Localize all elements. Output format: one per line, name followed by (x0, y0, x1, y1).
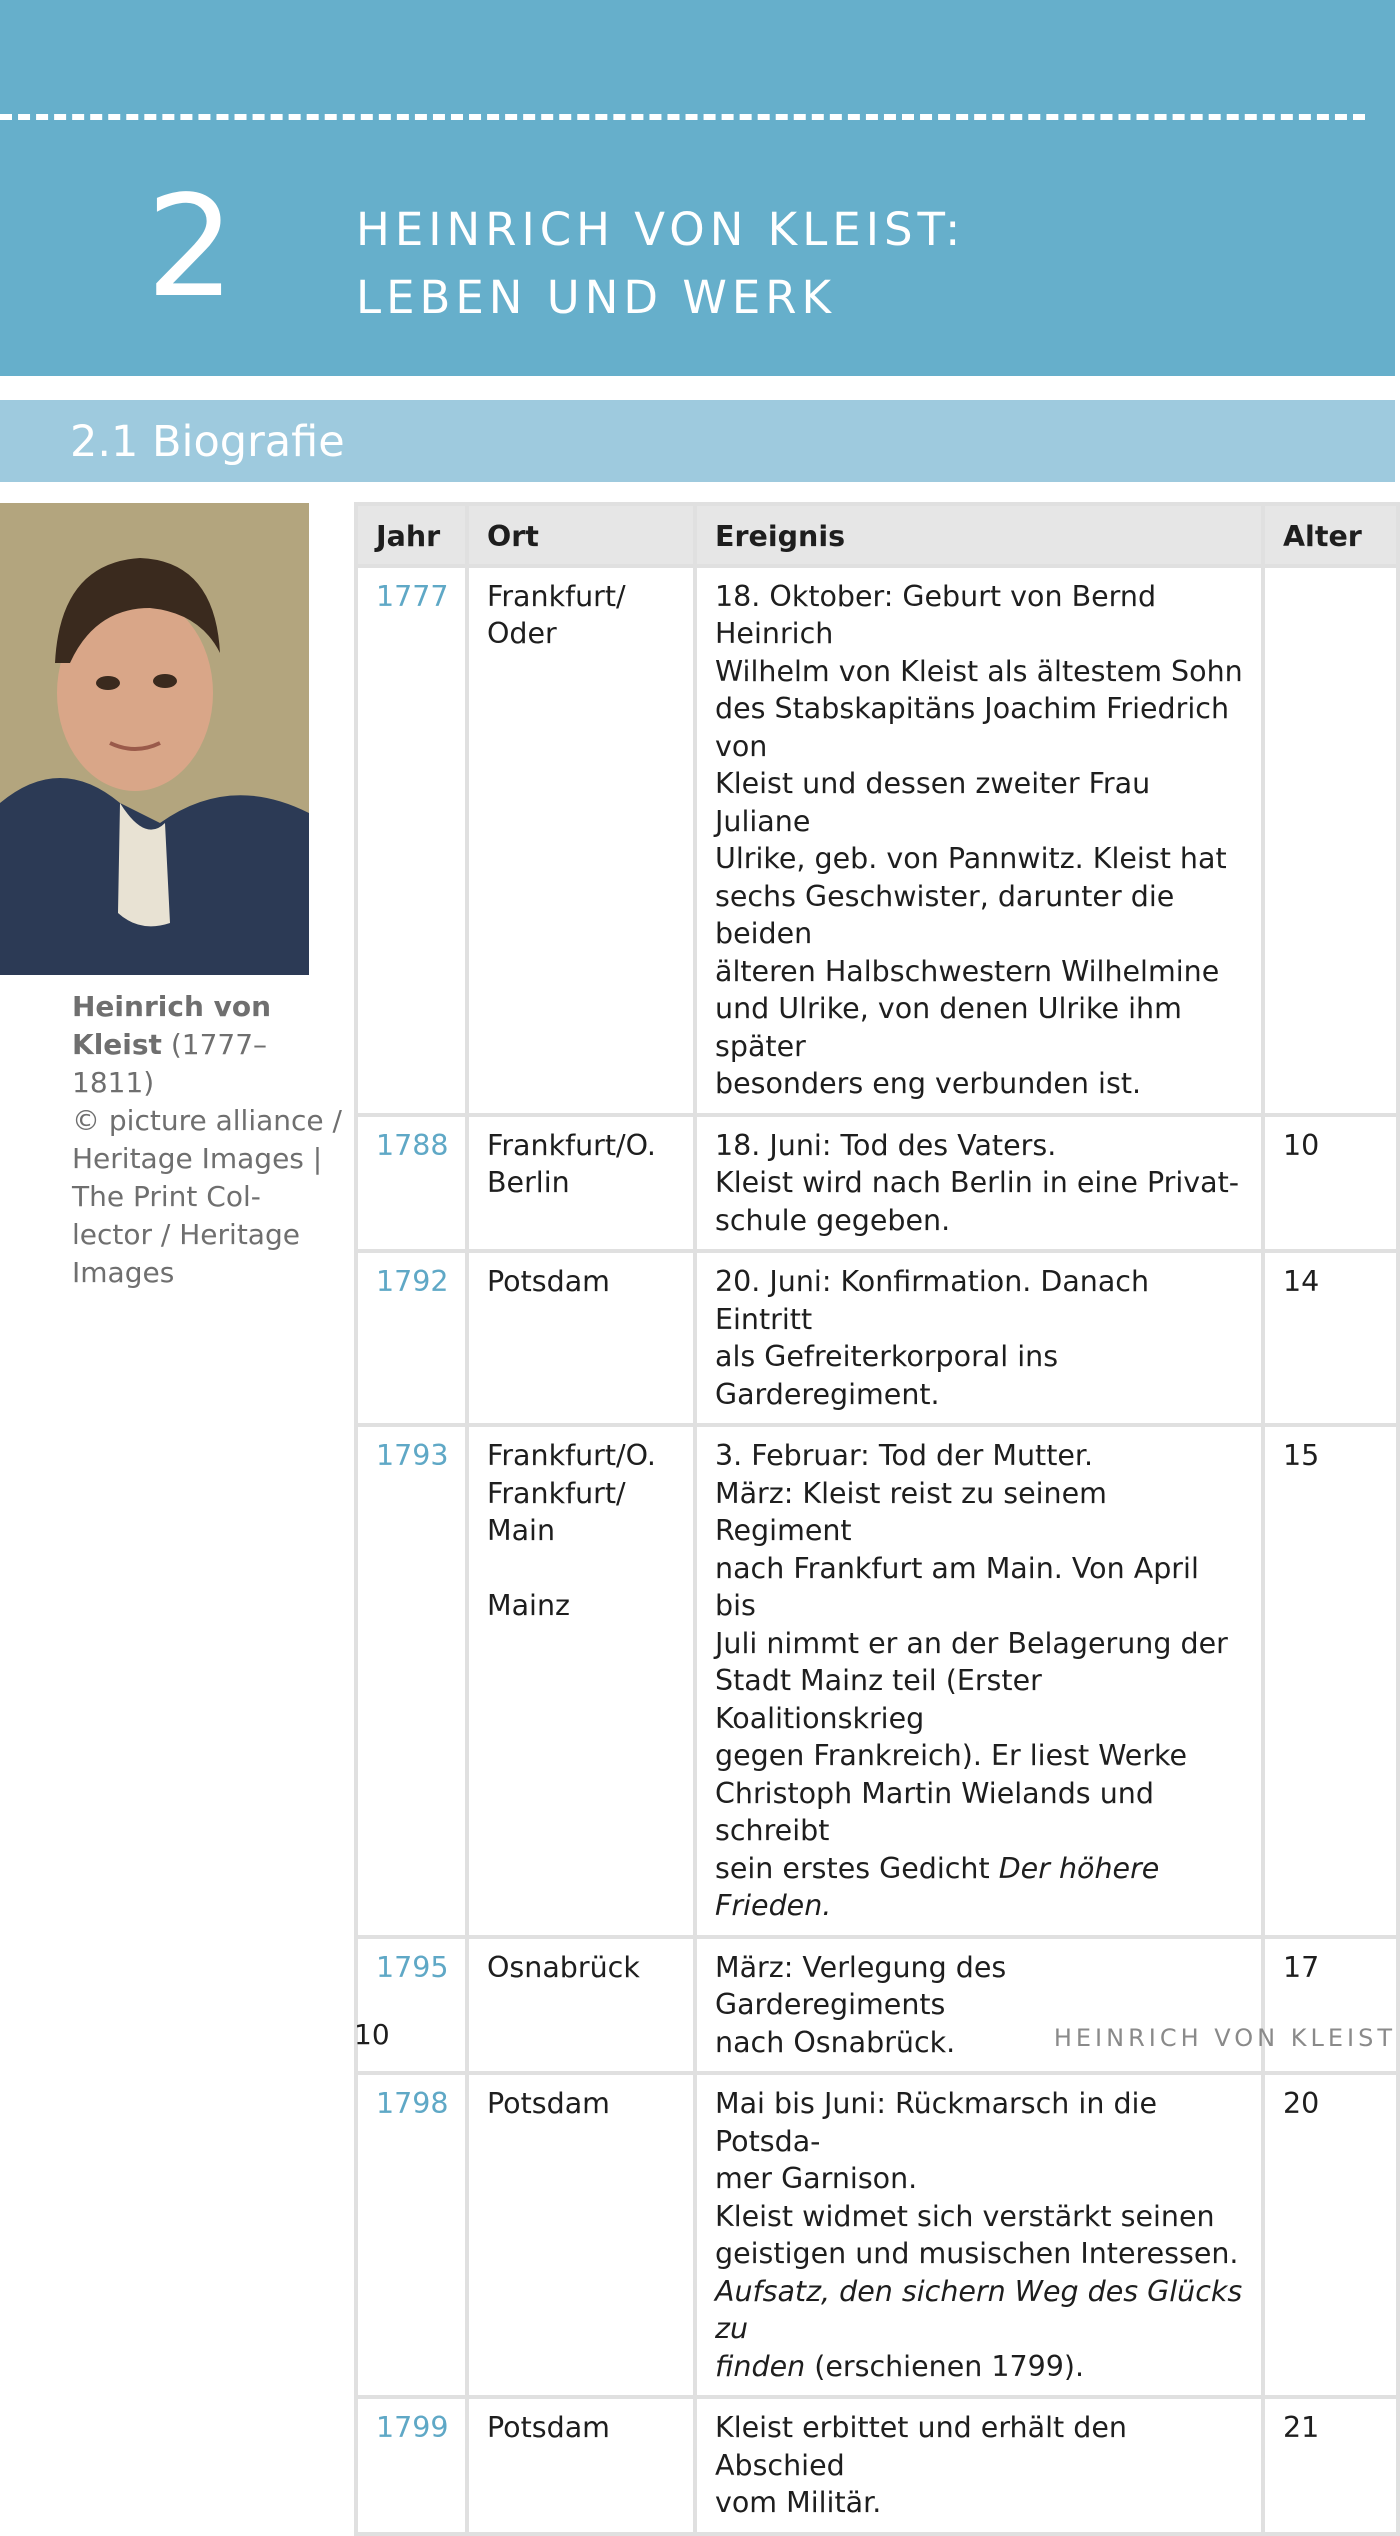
place-cell (467, 2397, 695, 2534)
place-line: Osnabrück (487, 1950, 640, 1984)
portrait-image (0, 503, 309, 975)
event-line: geistigen und musischen Interessen. (715, 2237, 1239, 2270)
table-row (356, 2397, 1398, 2534)
place-line: Potsdam (487, 1265, 610, 1298)
event-line: nach Frankfurt am Main. Von April bis (715, 1551, 1199, 1622)
place-line: Frankfurt/ (487, 579, 626, 613)
event-line: gegen Frankreich). Er liest Werke (715, 1739, 1187, 1772)
year-cell: 1788 (356, 1115, 467, 1252)
caption-credit-4: lector / Heritage (72, 1218, 300, 1251)
event-line: 18. Juni: Tod des Vaters. (715, 1128, 1057, 1162)
event-line: des Stabskapitäns Joachim Friedrich von (715, 692, 1230, 763)
place-cell (467, 2073, 695, 2397)
chapter-title-line1: HEINRICH VON KLEIST: (356, 203, 966, 256)
year-cell: 1799 (356, 2397, 467, 2534)
biography-table (354, 502, 1400, 2536)
chapter-title-line2: LEBEN UND WERK (356, 271, 837, 324)
year-cell: 1777 (356, 566, 467, 1115)
event-text: sein erstes Gedicht (715, 1851, 999, 1885)
place-line: Oder (487, 617, 557, 650)
event-line: März: Verlegung des Garderegiments (715, 1950, 1007, 2021)
table-row (356, 1937, 1398, 2074)
image-caption (72, 988, 342, 1292)
chapter-title (356, 196, 965, 332)
event-line: besonders eng verbunden ist. (715, 1067, 1142, 1100)
place-line: Potsdam (487, 2411, 610, 2444)
place-line: Berlin (487, 1166, 570, 1199)
caption-name: Heinrich von Kleist (72, 990, 272, 1061)
caption-credit-2: Heritage Images | (72, 1142, 323, 1175)
event-cell (695, 2397, 1263, 2534)
event-line: sechs Geschwister, darunter die beiden (715, 879, 1175, 950)
event-line: Kleist widmet sich verstärkt seinen (715, 2199, 1215, 2233)
event-line (715, 1850, 1243, 1925)
age-cell: 20 (1263, 2073, 1398, 2397)
page-number: 10 (354, 2018, 390, 2051)
event-cell (695, 1937, 1263, 2074)
caption-credit-5: Images (72, 1256, 175, 1289)
age-cell: 17 (1263, 1937, 1398, 2074)
chapter-number: 2 (146, 166, 236, 329)
age-cell: 21 (1263, 2397, 1398, 2534)
event-line: und Ulrike, von denen Ulrike ihm später (715, 992, 1182, 1063)
caption-years: (1777–1811) (72, 1028, 268, 1099)
place-line: Frankfurt/O. (487, 1128, 656, 1162)
event-line: als Gefreiterkorporal ins Garderegiment. (715, 1340, 1059, 1411)
place-cell (467, 1251, 695, 1425)
event-line: älteren Halbschwestern Wilhelmine (715, 954, 1220, 988)
section-title: 2.1 Biografie (70, 417, 345, 467)
year-cell: 1798 (356, 2073, 467, 2397)
dashed-divider (0, 114, 1365, 120)
event-cell (695, 2073, 1263, 2397)
event-line: nach Osnabrück. (715, 2025, 956, 2059)
chapter-header (0, 0, 1395, 376)
event-line: Juli nimmt er an der Belagerung der (715, 1626, 1228, 1660)
place-line: Mainz (487, 1589, 570, 1622)
table-row (356, 2073, 1398, 2397)
year-cell: 1792 (356, 1251, 467, 1425)
event-line: Kleist wird nach Berlin in eine Privat- (715, 1166, 1240, 1199)
place-line: Frankfurt/O. (487, 1439, 656, 1472)
age-cell (1263, 566, 1398, 1115)
table-row (356, 566, 1398, 1115)
event-line: 18. Oktober: Geburt von Bernd Heinrich (715, 579, 1157, 650)
event-line: Kleist und dessen zweiter Frau Juliane (715, 767, 1151, 838)
event-line: 3. Februar: Tod der Mutter. (715, 1439, 1094, 1472)
event-cell (695, 1251, 1263, 1425)
event-line: Christoph Martin Wielands und schreibt (715, 1776, 1154, 1847)
table-row (356, 1251, 1398, 1425)
event-line: vom Militär. (715, 2486, 882, 2519)
age-cell: 10 (1263, 1115, 1398, 1252)
work-title: Der höhere Frieden. (715, 1851, 1160, 1922)
year-cell: 1795 (356, 1937, 467, 2074)
event-line: schule gegeben. (715, 1203, 951, 1237)
place-line: Frankfurt/ (487, 1476, 626, 1510)
event-line: Wilhelm von Kleist als ältestem Sohn (715, 654, 1243, 688)
event-line: 20. Juni: Konfirmation. Danach Eintritt (715, 1265, 1150, 1336)
age-cell: 15 (1263, 1425, 1398, 1937)
year-cell: 1793 (356, 1425, 467, 1937)
table-row (356, 1425, 1398, 1937)
event-cell (695, 1425, 1263, 1937)
place-line: Potsdam (487, 2087, 610, 2120)
place-cell (467, 1425, 695, 1937)
event-line: Stadt Mainz teil (Erster Koalitionskrieg (715, 1664, 1042, 1735)
event-line (715, 2348, 1243, 2386)
event-line: Kleist erbittet und erhält den Abschied (715, 2411, 1127, 2482)
caption-credit-1: © picture alliance / (72, 1104, 342, 1137)
event-cell (695, 1115, 1263, 1252)
event-cell (695, 566, 1263, 1115)
event-line: mer Garnison. (715, 2162, 918, 2195)
table-header-row (356, 504, 1398, 566)
place-cell (467, 1937, 695, 2074)
header-age: Alter (1263, 504, 1398, 566)
age-cell: 14 (1263, 1251, 1398, 1425)
work-title: Aufsatz, den sichern Weg des Glücks zu (715, 2274, 1243, 2345)
event-line: Mai bis Juni: Rückmarsch in die Potsda- (715, 2087, 1157, 2158)
place-line-spacer (487, 1550, 675, 1588)
event-line: Ulrike, geb. von Pannwitz. Kleist hat (715, 842, 1227, 875)
running-footer-title: HEINRICH VON KLEIST (1053, 2024, 1396, 2052)
header-year: Jahr (356, 504, 467, 566)
place-cell (467, 566, 695, 1115)
header-place: Ort (467, 504, 695, 566)
work-title: finden (715, 2349, 806, 2383)
header-event: Ereignis (695, 504, 1263, 566)
event-text: (erschienen 1799). (805, 2349, 1085, 2383)
portrait-illustration (0, 503, 309, 975)
event-line: März: Kleist reist zu seinem Regiment (715, 1476, 1107, 1547)
place-line: Main (487, 1514, 556, 1547)
table-row (356, 1115, 1398, 1252)
caption-credit-3: The Print Col- (72, 1180, 261, 1213)
place-cell (467, 1115, 695, 1252)
event-line (715, 2273, 1243, 2348)
